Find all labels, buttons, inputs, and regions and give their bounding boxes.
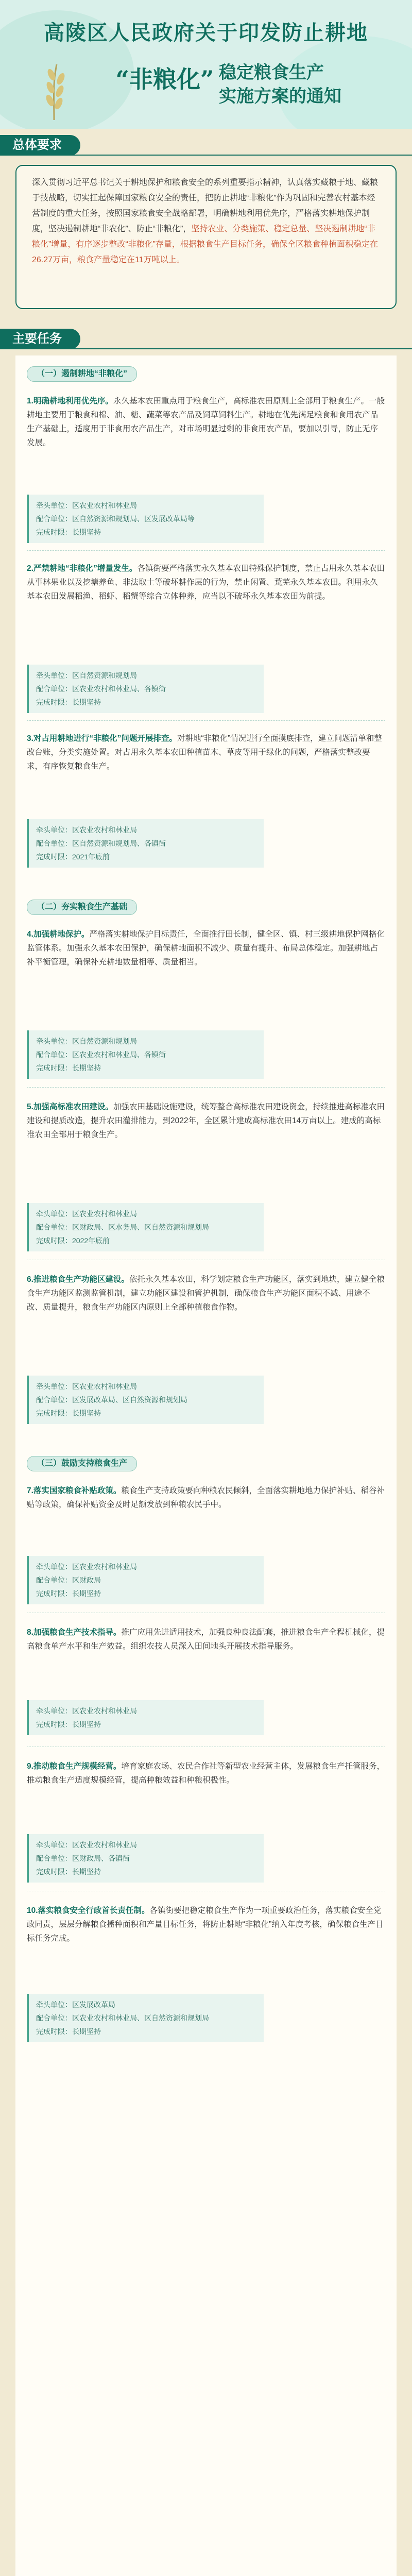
lead-unit: 牵头单位：区农业农村和林业局 [36, 1210, 137, 1218]
task-body: 培育家庭农场、农民合作社等新型农业经营主体，发展粮食生产托管服务，推动粮食生产适度规模经营，提高种粮效益和种粮积极性。 [27, 1762, 385, 1785]
responsibility-box [27, 1030, 264, 1079]
deadline: 完成时限：长期坚持 [36, 698, 101, 706]
page-title-tail [219, 61, 358, 108]
deadline: 完成时限：2022年底前 [36, 1236, 110, 1245]
task-body: 粮食生产支持政策要向种粮农民倾斜，全面落实耕地地力保护补贴、稻谷补贴等政策，确保补贴资金及时足额发放到种粮农民手中。 [27, 1486, 385, 1509]
lead-unit: 牵头单位：区农业农村和林业局 [36, 501, 137, 510]
subsection-title: （三）鼓励支持粮食生产 [27, 1456, 137, 1471]
responsibility-box [27, 665, 264, 713]
deadline: 完成时限：长期坚持 [36, 1409, 101, 1417]
task-head: 9.推动粮食生产规模经营。 [27, 1762, 122, 1771]
task-head: 1.明确耕地利用优先序。 [27, 397, 113, 405]
responsibility-box [27, 1556, 264, 1604]
task-item [27, 1904, 385, 1945]
responsibility-box [27, 819, 264, 868]
deadline: 完成时限：长期坚持 [36, 1720, 101, 1728]
partner-unit: 配合单位：区农业农村和林业局、区自然资源和规划局 [36, 2014, 209, 2022]
page-title: 高陵区人民政府关于印发防止耕地 [44, 21, 368, 45]
divider [27, 550, 385, 551]
task-body: 对耕地“非粮化”情况进行全面摸底排查，建立问题清单和整改台账，分类实施处置。对占用永久基本农田种植苗木、草皮等用于绿化的问题，严格落实整改要求，有序恢复粮食生产。 [27, 734, 382, 771]
task-head: 8.加强粮食生产技术指导。 [27, 1628, 122, 1637]
partner-unit: 配合单位：区财政局、区水务局、区自然资源和规划局 [36, 1223, 209, 1231]
task-item [27, 732, 385, 773]
page-title-quote: “非粮化” [115, 65, 214, 93]
partner-unit: 配合单位：区自然资源和规划局、各镇街 [36, 839, 166, 848]
section-tasks [0, 329, 412, 349]
deadline: 完成时限：长期坚持 [36, 528, 101, 536]
section-title: 总体要求 [0, 135, 80, 156]
overview-card [15, 165, 397, 309]
subsection-1 [15, 363, 397, 384]
hero-banner [0, 0, 412, 129]
task-item [27, 1484, 385, 1512]
task-body: 加强农田基础设施建设，统筹整合高标准农田建设资金，持续推进高标准农田建设和提质改造，提升农田灌排能力，到2022年，全区累计建成高标准农田14万亩以上。建成的高标准农田全部用于粮食生产。 [27, 1103, 385, 1139]
subsection-2 [15, 896, 397, 917]
lead-unit: 牵头单位：区农业农村和林业局 [36, 1841, 137, 1849]
task-head: 5.加强高标准农田建设。 [27, 1103, 113, 1111]
overview-highlight: 坚持农业、分类施策、稳定总量、坚决遏制耕地“非粮化”增量，有序逐步整改“非粮化”存量，根据粮食生产目标任务，确保全区粮食种植面积稳定在26.27万亩，粮食产量稳定在11万吨以上。 [32, 225, 378, 264]
task-body: 严格落实耕地保护目标责任，全面推行田长制，健全区、镇、村三级耕地保护网格化监管体系。加强永久基本农田保护，确保耕地面积不减少、质量有提升、布局总体稳定。加强耕地占补平衡管理，确保补充耕地数量相等、质量相当。 [27, 930, 385, 967]
lead-unit: 牵头单位：区自然资源和规划局 [36, 671, 137, 680]
overview-text: 深入贯彻习近平总书记关于耕地保护和粮食安全的系列重要指示精神，认真落实藏粮于地、藏粮于技战略，切实扛起保障国家粮食安全的责任，把防止耕地“非粮化”作为巩固和完善农村基本经营制度的重大任务，按照国家粮食安全战略部署，明确耕地利用优先序，严格落实耕地保护制度，坚决遏制耕地“非农化”、防止“非粮化”， [32, 178, 379, 233]
divider [27, 1087, 385, 1088]
deadline: 完成时限：长期坚持 [36, 1064, 101, 1072]
task-head: 4.加强耕地保护。 [27, 930, 90, 939]
deadline: 完成时限：长期坚持 [36, 2027, 101, 2036]
partner-unit: 配合单位：区农业农村和林业局、各镇街 [36, 685, 166, 693]
lead-unit: 牵头单位：区发展改革局 [36, 2001, 115, 2009]
task-head: 10.落实粮食安全行政首长责任制。 [27, 1906, 150, 1915]
task-item [27, 927, 385, 969]
task-body: 依托永久基本农田，科学划定粮食生产功能区，落实到地块，建立健全粮食生产功能区监测监管机制，建立功能区建设和管护机制，确保粮食生产功能区面积不减、用途不改、质量提升，粮食生产功能区内原则上全部种植粮食作物。 [27, 1275, 385, 1312]
task-item [27, 1273, 385, 1314]
subsection-title: （一）遏制耕地“非粮化” [27, 366, 137, 382]
task-body: 永久基本农田重点用于粮食生产，高标准农田原则上全部用于粮食生产。一般耕地主要用于粮食和棉、油、糖、蔬菜等农产品及饲草饲料生产。耕地在优先满足粮食和食用农产品生产基础上，适度用于非食用农产品生产，对市场明显过剩的非食用农产品，要加以引导，防止无序发展。 [27, 397, 385, 447]
lead-unit: 牵头单位：区农业农村和林业局 [36, 1707, 137, 1715]
divider [27, 720, 385, 721]
responsibility-box [27, 495, 264, 543]
task-head: 7.落实国家粮食补贴政策。 [27, 1486, 122, 1495]
subsection-title: （二）夯实粮食生产基础 [27, 900, 137, 915]
task-item [27, 562, 385, 603]
wheat-icon [26, 59, 82, 121]
section-overview [0, 135, 412, 156]
task-head: 2.严禁耕地“非粮化”增量发生。 [27, 564, 138, 573]
responsibility-box [27, 1700, 264, 1735]
subsection-3 [15, 1453, 397, 1473]
task-head: 6.推进粮食生产功能区建设。 [27, 1275, 129, 1284]
partner-unit: 配合单位：区财政局 [36, 1576, 101, 1584]
partner-unit: 配合单位：区发展改革局、区自然资源和规划局 [36, 1396, 187, 1404]
section-title: 主要任务 [0, 329, 80, 349]
lead-unit: 牵头单位：区农业农村和林业局 [36, 826, 137, 834]
title-tail-line: 实施方案的通知 [219, 86, 341, 107]
task-body: 各镇街要把稳定粮食生产作为一项重要政治任务，落实粮食安全党政同责，层层分解粮食播种面积和产量目标任务，将防止耕地“非粮化”纳入年度考核，确保粮食生产目标任务完成。 [27, 1906, 384, 1943]
responsibility-box [27, 1994, 264, 2042]
lead-unit: 牵头单位：区农业农村和林业局 [36, 1382, 137, 1391]
task-body: 各镇街要严格落实永久基本农田特殊保护制度，禁止占用永久基本农田从事林果业以及挖塘养鱼、非法取土等破坏耕作层的行为，禁止闲置、荒芜永久基本农田。利用永久基本农田发展稻渔、稻虾、稻蟹等综合立体种养，应当以不破坏永久基本农田为前提。 [27, 564, 385, 601]
task-item [27, 394, 385, 450]
task-item [27, 1759, 385, 1787]
partner-unit: 配合单位：区农业农村和林业局、各镇街 [36, 1050, 166, 1059]
task-item [27, 1100, 385, 1142]
lead-unit: 牵头单位：区自然资源和规划局 [36, 1037, 137, 1045]
task-body: 推广应用先进适用技术，加强良种良法配套，推进粮食生产全程机械化，提高粮食单产水平和生产效益。组织农技人员深入田间地头开展技术指导服务。 [27, 1628, 385, 1651]
task-item [27, 1625, 385, 1653]
deadline: 完成时限：长期坚持 [36, 1589, 101, 1598]
partner-unit: 配合单位：区财政局、各镇街 [36, 1854, 130, 1862]
deadline: 完成时限：2021年底前 [36, 853, 110, 861]
responsibility-box [27, 1376, 264, 1424]
task-head: 3.对占用耕地进行“非粮化”问题开展排查。 [27, 734, 177, 743]
responsibility-box [27, 1203, 264, 1251]
responsibility-box [27, 1834, 264, 1883]
title-tail-line: 稳定粮食生产 [219, 62, 324, 83]
deadline: 完成时限：长期坚持 [36, 1868, 101, 1876]
lead-unit: 牵头单位：区农业农村和林业局 [36, 1563, 137, 1571]
partner-unit: 配合单位：区自然资源和规划局、区发展改革局等 [36, 515, 195, 523]
